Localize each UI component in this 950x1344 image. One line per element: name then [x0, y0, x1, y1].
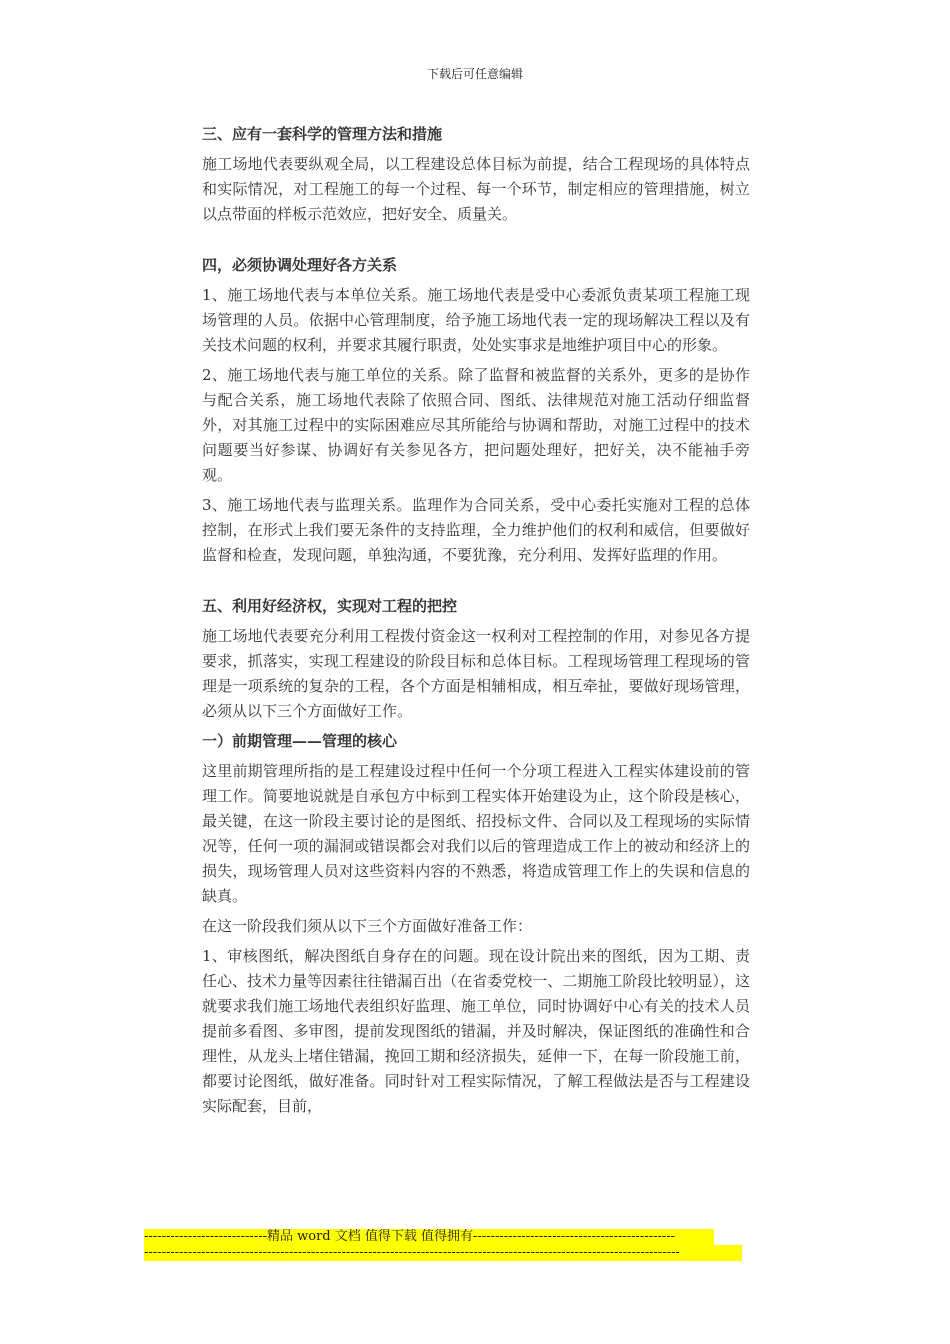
section-5-heading: 五、利用好经济权，实现对工程的把控: [202, 597, 458, 615]
section-5-sub-heading: 一）前期管理——管理的核心: [202, 732, 398, 750]
footer-line-1: ----------------------------精品 word 文档 值得下载 值得拥有----------------------------------------------: [144, 1229, 714, 1245]
section-4-paragraph-2: 2、施工场地代表与施工单位的关系。除了监督和被监督的关系外，更多的是协作与配合关系，施工场地代表除了依照合同、图纸、法律规范对施工活动仔细监督外，对其施工过程中的实际困难应尽其所能给与协调和帮助，对施工过程中的技术问题要当好参谋、协调好有关参见各方，把问题处理好，把好关，决不能袖手旁观。: [202, 366, 750, 484]
section-4-paragraph-3: 3、施工场地代表与监理关系。监理作为合同关系，受中心委托实施对工程的总体控制，在形式上我们要无条件的支持监理，全力维护他们的权利和威信，但要做好监督和检查，发现问题，单独沟通，不要犹豫，充分利用、发挥好监理的作用。: [202, 496, 750, 564]
document-body: [202, 122, 750, 1124]
section-5-paragraph-1: 施工场地代表要充分利用工程拨付资金这一权利对工程控制的作用，对参见各方提要求，抓落实，实现工程建设的阶段目标和总体目标。工程现场管理工程现场的管理是一项系统的复杂的工程，各个方面是相辅相成，相互牵扯，要做好现场管理，必须从以下三个方面做好工作。: [202, 627, 750, 720]
footer-line-2: --------------------------------------------------------------------------------------------------------------------------: [144, 1245, 742, 1261]
section-3-heading: 三、应有一套科学的管理方法和措施: [202, 125, 443, 143]
section-5-paragraph-4: 1、审核图纸，解决图纸自身存在的问题。现在设计院出来的图纸，因为工期、责任心、技术力量等因素往往错漏百出（在省委党校一、二期施工阶段比较明显），这就要求我们施工场地代表组织好监理、施工单位，同时协调好中心有关的技术人员提前多看图、多审图，提前发现图纸的错漏，并及时解决，保证图纸的准确性和合理性，从龙头上堵住错漏，挽回工期和经济损失，延伸一下，在每一阶段施工前，都要讨论图纸，做好准备。同时针对工程实际情况，了解工程做法是否与工程建设实际配套，目前，: [202, 947, 750, 1115]
page-header: 下载后可任意编辑: [426, 67, 523, 81]
section-4-heading: 四，必须协调处理好各方关系: [202, 256, 398, 274]
section-3-paragraph-1: 施工场地代表要纵观全局，以工程建设总体目标为前提，结合工程现场的具体特点和实际情况，对工程施工的每一个过程、每一个环节，制定相应的管理措施，树立以点带面的样板示范效应，把好安全、质量关。: [202, 155, 750, 223]
section-5-paragraph-3: 在这一阶段我们须从以下三个方面做好准备工作：: [202, 917, 533, 935]
section-4-paragraph-1: 1、施工场地代表与本单位关系。施工场地代表是受中心委派负责某项工程施工现场管理的人员。依据中心管理制度，给予施工场地代表一定的现场解决工程以及有关技术问题的权利，并要求其履行职责，处处实事求是地维护项目中心的形象。: [202, 286, 750, 354]
footer-banner: [144, 1229, 742, 1261]
section-5-paragraph-2: 这里前期管理所指的是工程建设过程中任何一个分项工程进入工程实体建设前的管理工作。简要地说就是自承包方中标到工程实体开始建设为止，这个阶段是核心，最关键，在这一阶段主要讨论的是图纸、招投标文件、合同以及工程现场的实际情况等，任何一项的漏洞或错误都会对我们以后的管理造成工作上的被动和经济上的损失，现场管理人员对这些资料内容的不熟悉，将造成管理工作上的失误和信息的缺真。: [202, 762, 750, 905]
